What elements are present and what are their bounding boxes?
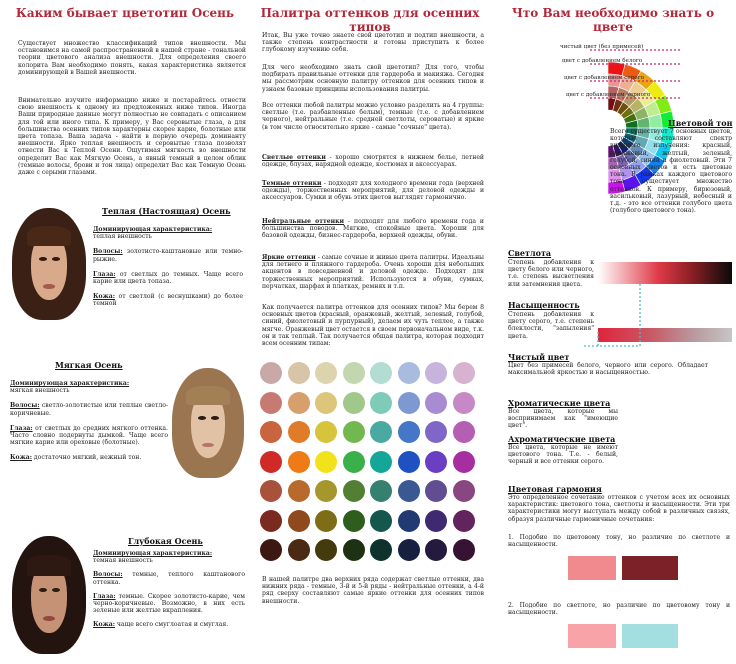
achromatic-text: Все цвета, которые не имеют цветового тона. Т.е. - белый, черный и все оттенки серого. [508,444,618,466]
palette-swatch [398,480,420,502]
palette-swatch [288,392,310,414]
palette-swatch [398,362,420,384]
palette-swatch [260,510,282,532]
soft-skin-value: достаточно мягкий, нежный тон. [31,454,142,462]
hue-text: Всего существует 7 основных цветов, которые составляют спектр видимого излучения: красный, оранжевый, желтый, зеленый, голубой, синий и фиолетовый. Эти 7 основных цветов и есть цветовые тона. В рамках каждого цветового тона существует множество оттенков. К примеру, бирюзовый, васильковый, лазурный, небесный и т.д. - это все оттенки голубого цвета (голубого цветового тона). [610,128,732,215]
palette-swatch [260,392,282,414]
saturation-text: Степень добавления к цвету серого, т.е. степень блеклости, "запыления" цвета. [508,311,594,340]
rule1-swatch-dark [622,556,678,580]
palette-swatch [315,480,337,502]
warm-skin-value: от светлой (с веснушками) до более темной [93,293,243,308]
deep-eyes-label: Глаза: [93,592,116,600]
col2-p4: Как получается палитра оттенков для осенних типов? Мы берем 8 основных цветов (красный, оранжевый, желтый, зеленый, голубой, синий, фиолетовый и пурпурный), делаем их чуть теплее, а также мягче. Оранжевый цвет остается в своем первоначальном виде, т.к. он и так теплый. Так получается общая палитра, которая подходит всем осенним типам: [262,304,484,348]
palette-swatch [343,451,365,473]
palette-swatch [288,451,310,473]
pure-text: Цвет без примесей белого, черного или серого. Обладает максимальной яркостью и насыщенностью. [508,362,708,377]
col1-title: Каким бывает цветотип Осень [15,6,235,20]
soft-title: Мягкая Осень [55,360,123,370]
palette-swatch [453,392,475,414]
soft-dom-label: Доминирующая характеристика: [10,380,130,387]
soft-hair-value: светло-золотистые или теплые светло-коричневые. [10,402,168,417]
palette-swatch [453,362,475,384]
warm-autumn-portrait [12,208,86,320]
palette-swatch [343,539,365,561]
saturation-title: Насыщенность [508,300,580,310]
warm-eyes-label: Глаза: [93,270,116,278]
palette-swatch [288,539,310,561]
palette-swatch [343,392,365,414]
palette-swatch [370,362,392,384]
palette-swatch [315,539,337,561]
warm-hair-label: Волосы: [93,248,123,256]
palette-swatch [260,451,282,473]
col1-intro2: Внимательно изучите информацию ниже и постарайтесь отнести свою внешность к одному из предложенных ниже типов. Иногда Ваши природные данные могут полностью не совпадать с описанием для той или иного типа. К примеру, у Вас серовытые глаза, а для большинства осенних типов характерны скорее карие, болотные или цвета топаза. Ваша задача - найти в первую очередь доминанту внешности. Ярко теплая внешность и серовытые глаза позволят отнести Вас к Теплой Осени. Ощутимая мягкость во внешности определит Вас как Мягкую Осень, а явный темный в целом облик (темные волосы, брови и тон лица) определит Вас как Темную Осень даже с серыми глазами. [18,97,246,177]
col2-light: Светлые оттенки - хорошо смотрятся в нижнем белье, летней одежде, блузах, нарядной одежде, костюмах и аксессуарах. [262,154,484,169]
chromatic-text: Все цвета, которые мы воспринимаем как "имеющие цвет". [508,408,618,430]
palette-swatch [425,392,447,414]
col2-dark: Темные оттенки - подходят для холодного времени года (верхней одежды), торжественных мероприятий, для деловой одежды и аксессуаров. Сумки и обувь этих цветов выглядят гармонично. [262,180,484,202]
col2-p1: Итак, Вы уже точно знаете свой цветотип и подтип внешности, а также степень контрастности и готовы приступить к более глубокому изучению себя. [262,32,484,54]
palette-swatch [343,421,365,443]
palette-swatch [370,451,392,473]
col2-p5: В нашей палитре два верхних ряда содержат светлые оттенки, два нижних ряда - темные, 3-й и 5-й ряды - нейтральные оттенки, а 4-й ряд сверху составляют самые яркие оттенки для осенних типов внешности. [262,576,484,605]
palette-swatch [398,510,420,532]
deep-autumn-portrait [12,536,86,654]
col3-title: Что Вам необходимо знать о цвете [511,6,715,34]
palette-swatch [425,451,447,473]
palette-swatch [315,451,337,473]
palette-swatch [453,510,475,532]
rule-1: 1. Подобие по цветовому тону, но различие по светлоте и насыщенности. [508,534,730,549]
palette-swatch [260,421,282,443]
warm-hair-value: золотисто-каштановые или темно-рыжие. [93,248,243,263]
deep-skin-value: чаще всего смуглоатая и смуглая. [114,621,229,629]
col2-p2: Для чего необходимо знать свой цветотип? Для того, чтобы подбирать правильные оттенки для гардероба и макияжа. Сегодня мы рассмотрим основную палитру оттенков для осенних типов и узнаем базовые принципы использования палитры. [262,64,484,93]
palette-swatch [288,510,310,532]
palette-swatch [343,510,365,532]
palette-swatch [288,480,310,502]
palette-swatch [343,480,365,502]
palette-swatch [370,421,392,443]
palette-swatch [315,421,337,443]
deep-dom-label: Доминирующая характеристика: [93,550,213,557]
col2-title: Палитра оттенков для осенних типов [260,6,480,34]
harmony-text: Это определенное сочетание оттенков с учетом всех их основных характеристик: цветового тона, светлоты и насыщенности. Эти три характеристики могут выступать между собой в различных связях, образуя различные гармоничные сочетания: [508,494,730,523]
rule2-swatch-cyan [622,624,678,648]
palette-swatch [398,392,420,414]
palette-swatch [260,539,282,561]
palette-swatch [453,421,475,443]
chromatic-title: Хроматические цвета [508,398,611,408]
palette-swatch [425,421,447,443]
wheel-label-gray: цвет с добавлением серого [564,75,644,81]
soft-eyes-label: Глаза: [10,424,33,432]
palette-swatch [370,480,392,502]
warm-dom-value: теплая внешность [93,233,152,241]
wheel-label-black: цвет с добавлением черного [566,92,651,98]
palette-swatch [315,362,337,384]
achromatic-title: Ахроматические цвета [508,434,616,444]
palette-swatch [398,421,420,443]
autumn-palette-grid [260,362,478,570]
rule1-swatch-light [568,556,616,580]
wheel-label-white: цвет с добавлением белого [562,58,643,64]
palette-swatch [315,392,337,414]
wheel-label-pure: чистый цвет (без примесей) [560,44,644,50]
palette-swatch [370,510,392,532]
harmony-title: Цветовая гармония [508,484,602,494]
rule2-swatch-pink [568,624,616,648]
deep-skin-label: Кожа: [93,621,115,629]
hue-title: Цветовой тон [668,118,733,128]
col2-neutral: Нейтральные оттенки - подходят для любого времени года и большинства поводов. Мягкие, спокойные цвета. Хороши для базовой одежды, бизнес-гардероба, верхней одежды, обуви. [262,218,484,240]
deep-hair-label: Волосы: [93,571,123,579]
column-palette [250,0,490,664]
soft-hair-label: Волосы: [10,402,40,410]
deep-eyes-value: темные. Скорее золотисто-карие, чем черно-коричневые. Возможно, в них есть зеленые или желтые вкрапления. [93,592,245,615]
column-autumn-types [0,0,250,664]
palette-swatch [398,539,420,561]
palette-swatch [288,362,310,384]
palette-swatch [425,510,447,532]
col2-bright: Яркие оттенки - самые сочные и живые цвета палитры. Идеальны для летнего и пляжного гардероба. Очень хороши для небольших акцентов в повседневной и деловой одежде. Подходят для торжественных мероприятий. Используются в обуви, сумках, перчатках, шарфах и платках, ремнях и т.п. [262,254,484,290]
palette-swatch [288,421,310,443]
pure-title: Чистый цвет [508,352,570,362]
column-color-theory [490,0,736,664]
palette-swatch [425,362,447,384]
soft-dom-value: мягкая внешность [10,387,70,395]
palette-swatch [260,362,282,384]
rule-2: 2. Подобие по светлоте, но различие по цветовому тону и насыщенности. [508,602,730,617]
deep-dom-value: темная внешность [93,557,153,565]
palette-swatch [453,451,475,473]
warm-skin-label: Кожа: [93,293,115,301]
palette-swatch [370,392,392,414]
warm-title: Теплая (Настоящая) Осень [102,206,231,216]
lightness-text: Степень добавления к цвету белого или черного, т.е. степень высветления или затемнения цвета. [508,259,594,288]
palette-swatch [315,510,337,532]
deep-title: Глубокая Осень [128,536,203,546]
warm-eyes-value: от светлых до темных. Чаще всего карие или цвета топаза. [93,270,243,286]
deep-hair-value: темные, теплого каштанового оттенка. [93,571,245,586]
palette-swatch [453,480,475,502]
soft-eyes-value: от светлых до средних мягкого оттенка. Часто словно подернуты дымкой. Чаще всего мягкие карие или ореховые (болотные). [10,424,168,447]
palette-swatch [453,539,475,561]
col1-intro: Существует множество классификаций типов внешности. Мы остановимся на самой распространенной в нашей стране - тональной теории цветового анализа внешности. Для определения своего колорита Вам необходимо понять, какая характеристика является доминирующей в Вашей внешности. [18,40,246,76]
col2-p3: Все оттенки любой палитры можно условно разделить на 4 группы: светлые (т.е. разбавленные белым), темные (т.е. с добавлением черного), нейтральные (т.е. средней светлоты, сероватые) и яркие (в том числе относительно яркие - самые "сочные" цвета). [262,102,484,131]
warm-dom-label: Доминирующая характеристика: [93,226,213,233]
soft-autumn-portrait [172,368,244,478]
palette-swatch [343,362,365,384]
palette-swatch [260,480,282,502]
soft-skin-label: Кожа: [10,454,32,462]
palette-swatch [425,539,447,561]
palette-swatch [370,539,392,561]
lightness-title: Светлота [508,248,552,258]
palette-swatch [398,451,420,473]
palette-swatch [425,480,447,502]
